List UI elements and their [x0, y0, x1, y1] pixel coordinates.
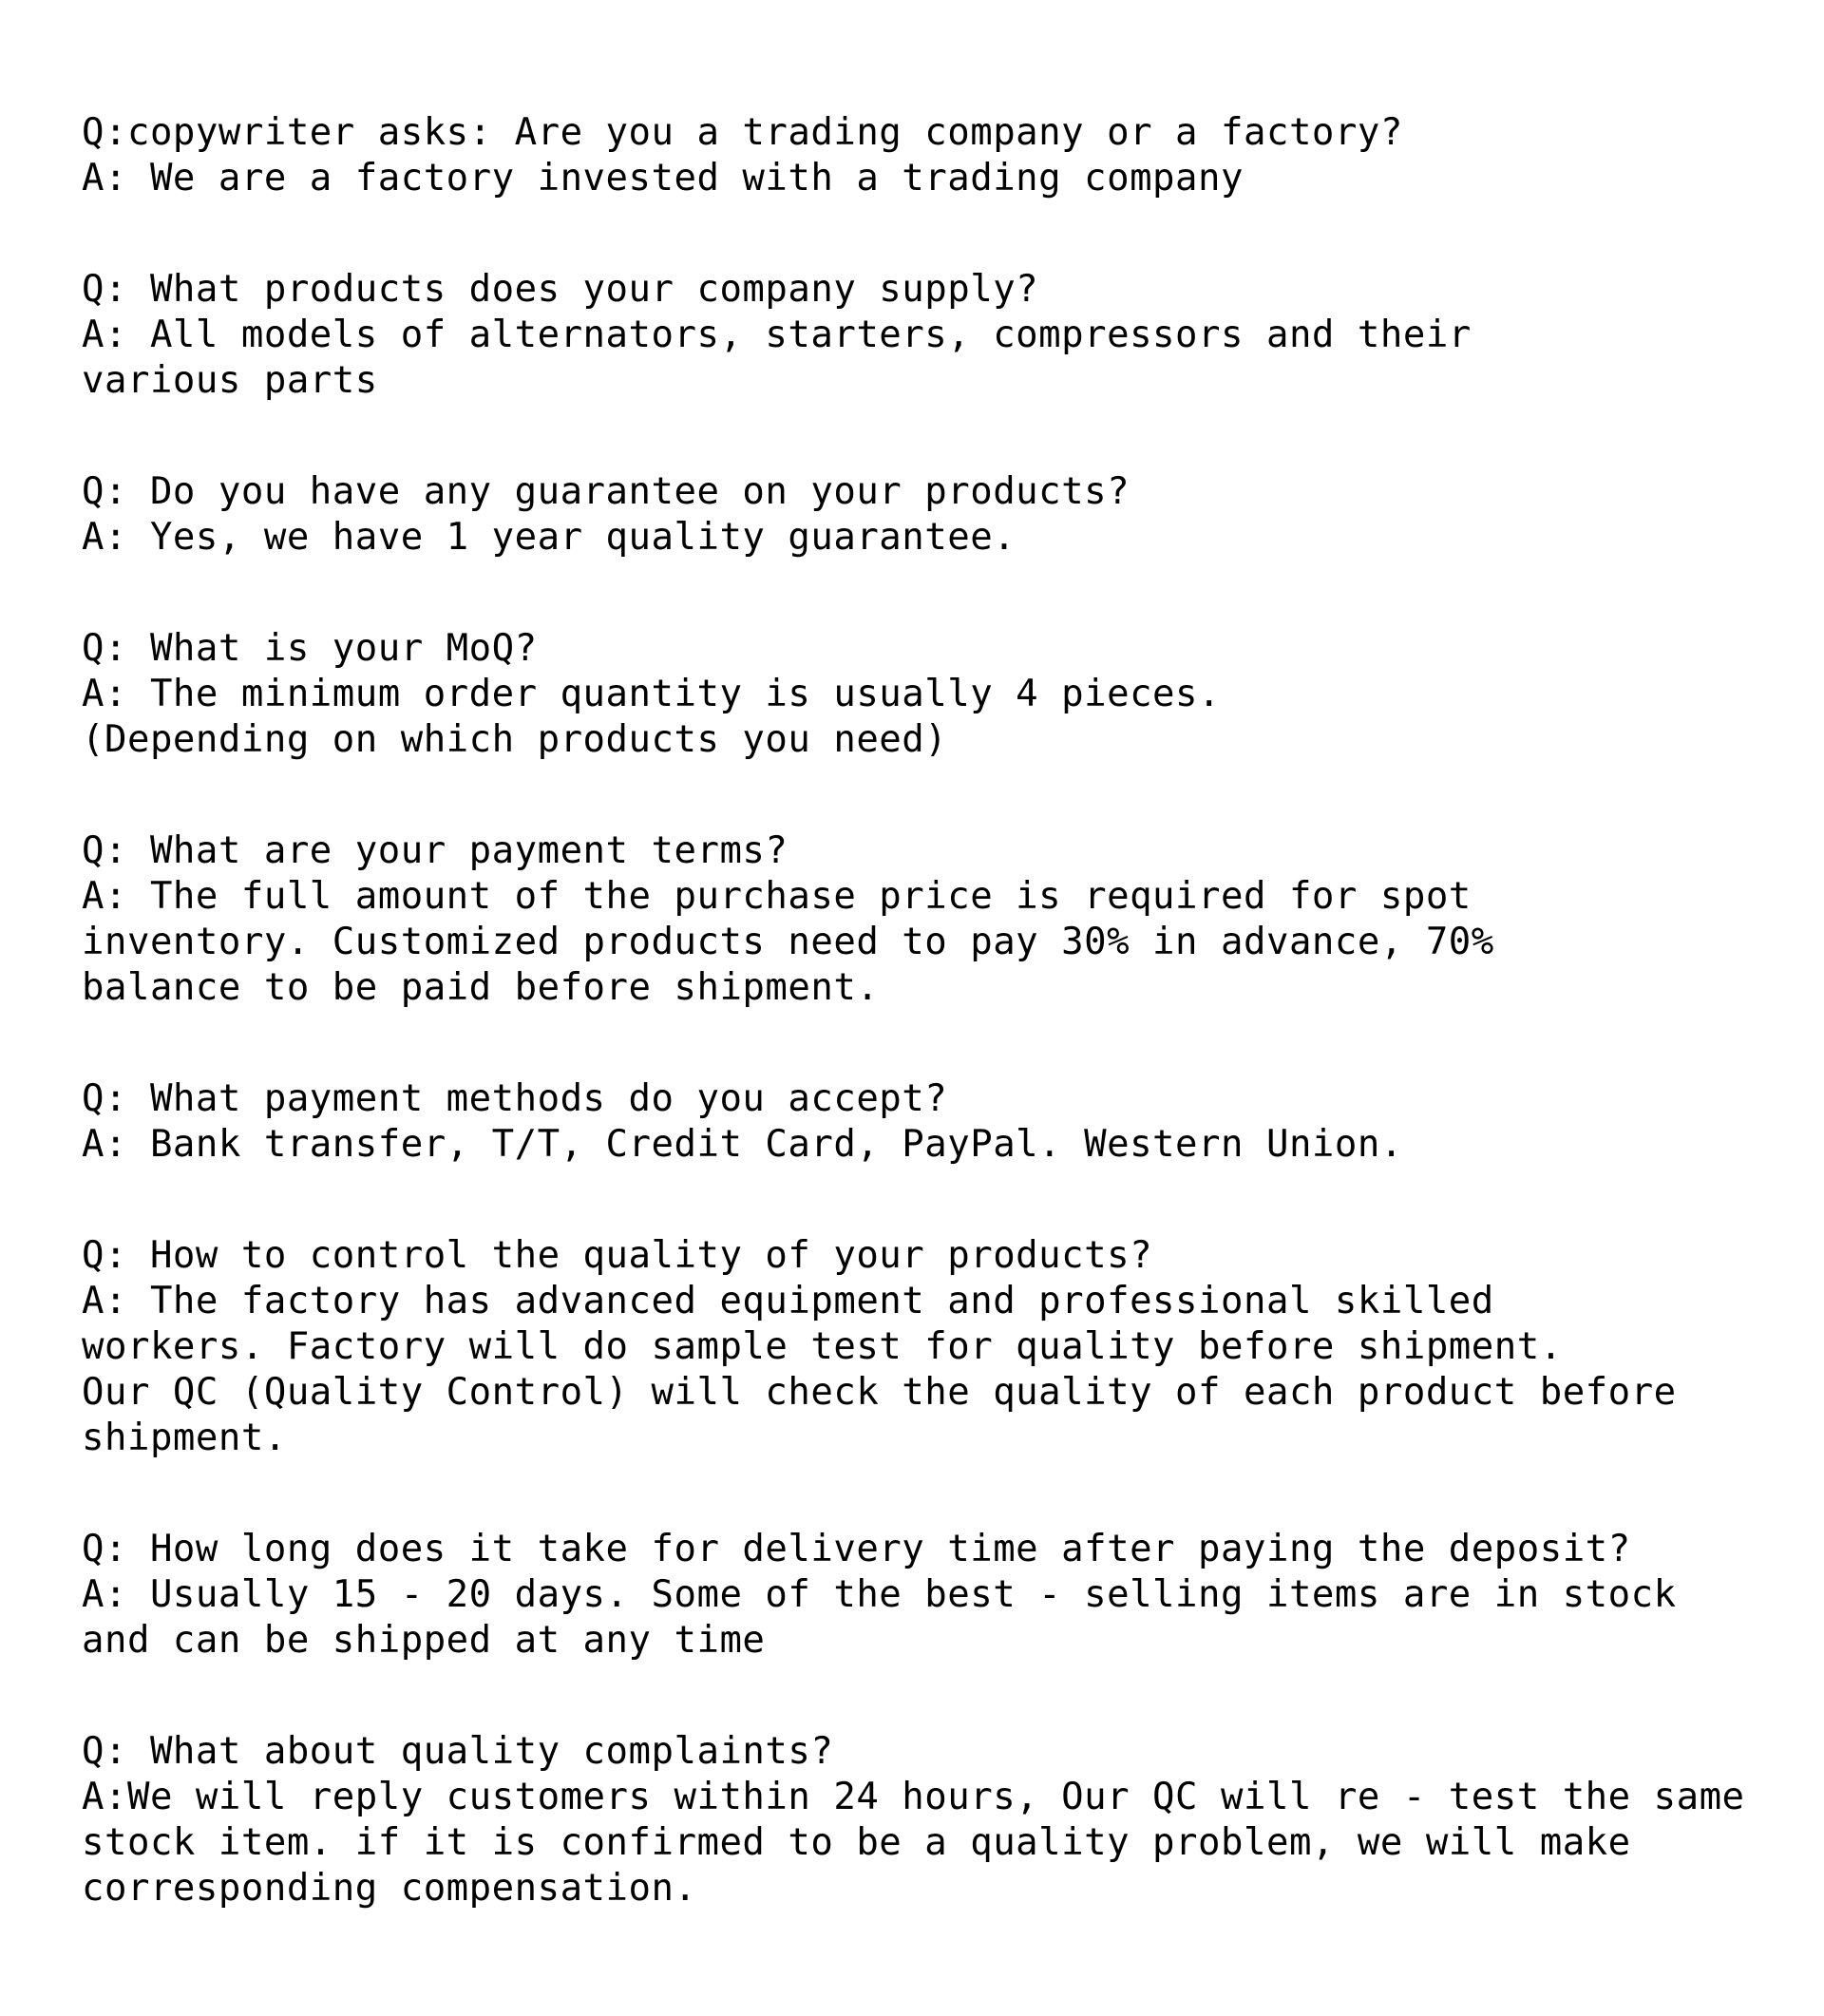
answer-line: A: The factory has advanced equipment and professional skilled	[82, 1280, 1494, 1322]
faq-item-guarantee	[82, 469, 1792, 561]
answer-line: various parts	[82, 359, 378, 402]
answer-line: A:We will reply customers within 24 hours, Our QC will re - test the same	[82, 1776, 1745, 1818]
answer-line: (Depending on which products you need)	[82, 718, 948, 761]
question-line: Q: How to control the quality of your products?	[82, 1234, 1153, 1277]
answer-line: inventory. Customized products need to pay 30% in advance, 70%	[82, 921, 1494, 963]
faq-item-moq	[82, 626, 1792, 763]
faq-item-quality-control	[82, 1233, 1792, 1461]
answer-line: stock item. if it is confirmed to be a quality problem, we will make	[82, 1821, 1631, 1864]
answer-line: A: Yes, we have 1 year quality guarantee.	[82, 516, 1016, 559]
answer-line: Our QC (Quality Control) will check the quality of each product before	[82, 1371, 1677, 1414]
faq-item-quality-complaints	[82, 1729, 1792, 1911]
question-line: Q: What about quality complaints?	[82, 1730, 834, 1773]
faq-item-payment-methods	[82, 1076, 1792, 1168]
answer-line: A: The minimum order quantity is usually 4 pieces.	[82, 673, 1221, 715]
question-line: Q: What is your MoQ?	[82, 627, 538, 670]
faq-item-payment-terms	[82, 828, 1792, 1011]
question-line: Q: What are your payment terms?	[82, 829, 788, 872]
answer-line: balance to be paid before shipment.	[82, 966, 880, 1009]
faq-item-delivery-time	[82, 1527, 1792, 1664]
question-line: Q:copywriter asks: Are you a trading company or a factory?	[82, 111, 1403, 154]
question-line: Q: Do you have any guarantee on your products?	[82, 470, 1130, 513]
question-line: Q: How long does it take for delivery time after paying the deposit?	[82, 1528, 1631, 1570]
question-line: Q: What payment methods do you accept?	[82, 1077, 948, 1120]
answer-line: and can be shipped at any time	[82, 1619, 766, 1662]
answer-line: shipment.	[82, 1417, 287, 1459]
answer-line: workers. Factory will do sample test for quality before shipment.	[82, 1325, 1563, 1368]
faq-document	[82, 110, 1792, 1977]
answer-line: A: Usually 15 - 20 days. Some of the best - selling items are in stock	[82, 1573, 1677, 1616]
faq-item-products	[82, 267, 1792, 404]
answer-line: A: Bank transfer, T/T, Credit Card, PayPal. Western Union.	[82, 1123, 1403, 1166]
question-line: Q: What products does your company supply?	[82, 268, 1039, 311]
answer-line: corresponding compensation.	[82, 1867, 697, 1910]
answer-line: A: All models of alternators, starters, compressors and their	[82, 314, 1472, 356]
answer-line: A: The full amount of the purchase price is required for spot	[82, 875, 1472, 918]
answer-line: A: We are a factory invested with a trading company	[82, 157, 1244, 200]
faq-item-company-type	[82, 110, 1792, 201]
